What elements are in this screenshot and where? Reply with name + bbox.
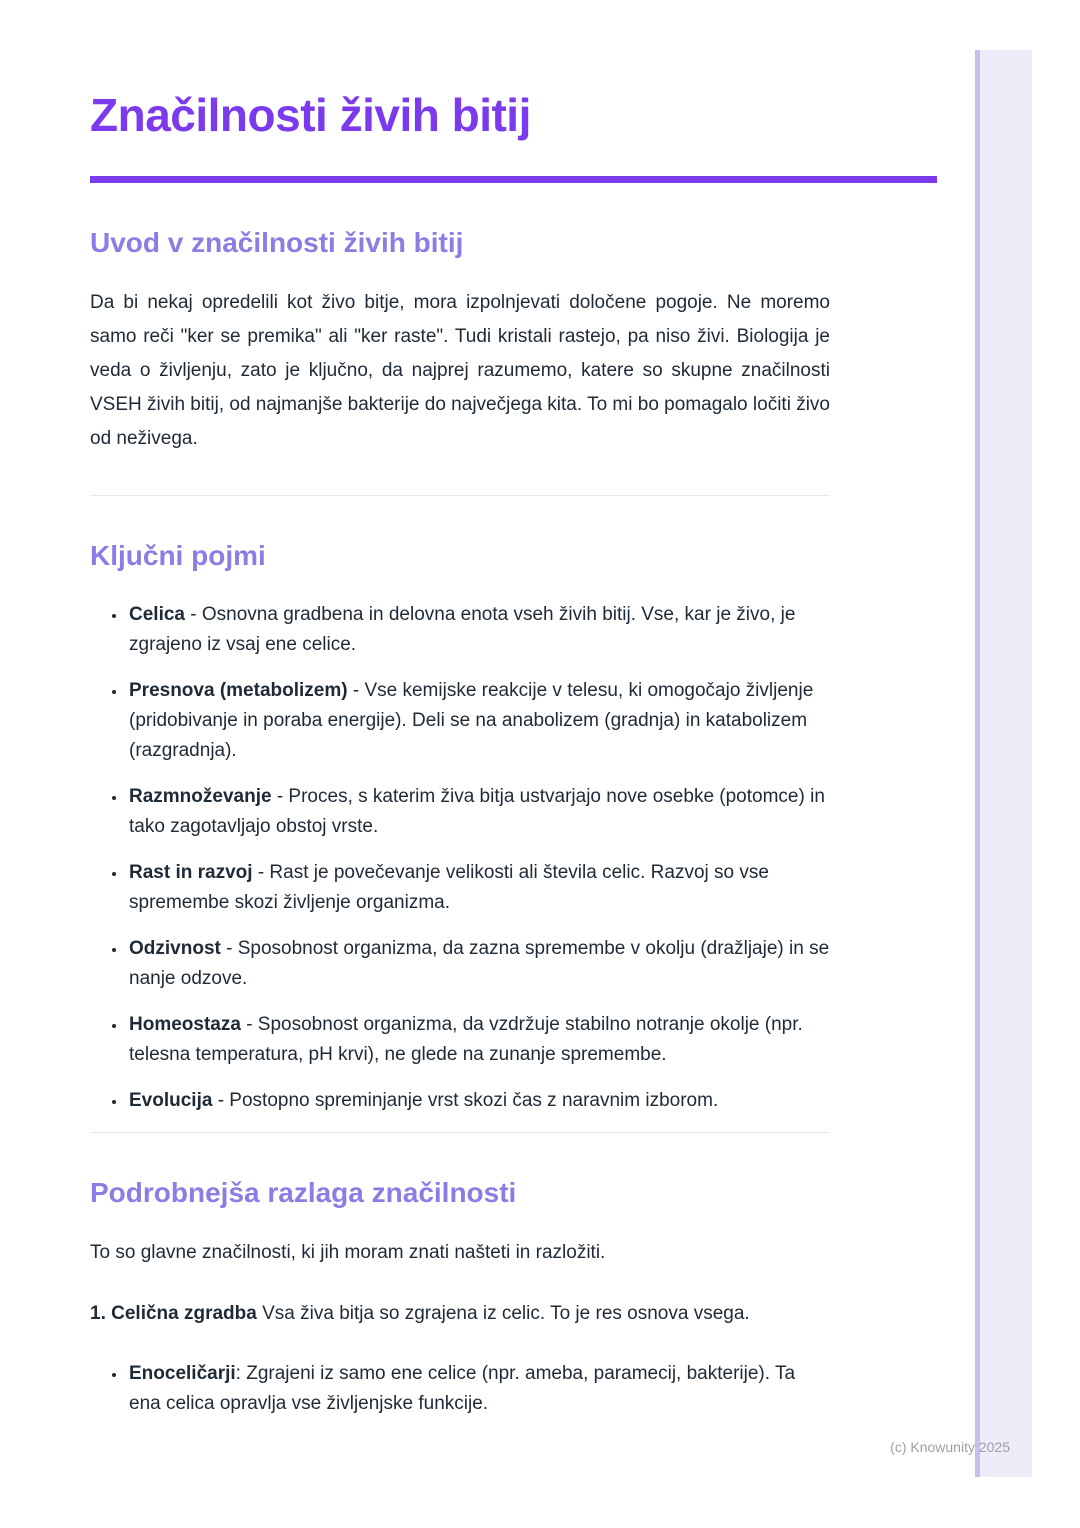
term-label: Presnova (metabolizem) — [129, 680, 348, 701]
term-description: - Proces, s katerim živa bitja ustvarjajo nove osebke (potomce) in tako zagotavljajo obstoj vrste. — [129, 786, 825, 837]
section-uvod — [90, 226, 830, 456]
term-description: - Postopno spreminjanje vrst skozi čas z naravnim izborom. — [212, 1090, 719, 1111]
section-heading-podrobnejsa-razlaga: Podrobnejša razlaga značilnosti — [90, 1177, 517, 1208]
term-label: Celica — [129, 604, 185, 625]
intro-paragraph: Da bi nekaj opredelili kot živo bitje, mora izpolnjevati določene pogoje. Ne moremo samo reči "ker se premika" ali "ker raste". Tudi kristali rastejo, pa niso živi. Biologija je veda o življenju, zato je ključno, da najprej razumemo, katere so skupne značilnosti VSEH živih bitij, od najmanjše bakterije do največjega kita. To mi bo pomagalo ločiti živo od neživega. — [90, 292, 830, 449]
term-description: - Osnovna gradbena in delovna enota vseh živih bitij. Vse, kar je živo, je zgrajeno iz vsaj ene celice. — [129, 604, 796, 655]
term-item-rast-in-razvoj — [127, 858, 830, 918]
lead-paragraph: To so glavne značilnosti, ki jih moram znati našteti in razložiti. — [90, 1242, 606, 1263]
term-description: - Sposobnost organizma, da zazna spremembe v okolju (dražljaje) in se nanje odzove. — [129, 938, 830, 989]
section-kljucni-pojmi — [90, 539, 830, 1116]
key-terms-list — [90, 600, 830, 1116]
term-item-odzivnost — [127, 934, 830, 994]
subterms-list — [90, 1359, 830, 1419]
numbered-point-label: 1. Celična zgradba — [90, 1303, 257, 1324]
copyright-note: (c) Knowunity 2025 — [890, 1439, 1010, 1455]
term-item-enocelicarji — [127, 1359, 830, 1419]
section-heading-kljucni-pojmi: Ključni pojmi — [90, 540, 266, 571]
numbered-point-text: Vsa živa bitja so zgrajena iz celic. To je res osnova vsega. — [256, 1303, 750, 1324]
term-item-presnova — [127, 676, 830, 766]
section-divider — [90, 495, 830, 496]
section-podrobnejsa-razlaga — [90, 1176, 830, 1419]
document-content — [90, 0, 830, 1435]
page-title: Značilnosti živih bitij — [90, 89, 531, 141]
term-item-evolucija — [127, 1086, 830, 1116]
term-item-celica — [127, 600, 830, 660]
term-description: - Sposobnost organizma, da vzdržuje stabilno notranje okolje (npr. telesna temperatura, pH krvi), ne glede na zunanje spremembe. — [129, 1014, 803, 1065]
numbered-point-celicna-zgradba — [90, 1297, 830, 1331]
term-item-razmnozevanje — [127, 782, 830, 842]
term-description: : Zgrajeni iz samo ene celice (npr. ameba, paramecij, bakterije). Ta ena celica opravlja vse življenjske funkcije. — [129, 1363, 796, 1414]
term-item-homeostaza — [127, 1010, 830, 1070]
term-label: Razmnoževanje — [129, 786, 272, 807]
title-rule — [90, 176, 937, 183]
term-description: - Vse kemijske reakcije v telesu, ki omogočajo življenje (pridobivanje in poraba energije). Deli se na anabolizem (gradnja) in katabolizem (razgradnja). — [129, 680, 814, 761]
section-heading-uvod: Uvod v značilnosti živih bitij — [90, 227, 464, 258]
page-edge-decoration — [975, 50, 1032, 1477]
term-label: Homeostaza — [129, 1014, 241, 1035]
term-label: Enoceličarji — [129, 1363, 236, 1384]
section-divider — [90, 1132, 830, 1133]
term-label: Odzivnost — [129, 938, 221, 959]
term-description: - Rast je povečevanje velikosti ali števila celic. Razvoj so vse spremembe skozi življenje organizma. — [129, 862, 769, 913]
term-label: Evolucija — [129, 1090, 213, 1111]
term-label: Rast in razvoj — [129, 862, 253, 883]
